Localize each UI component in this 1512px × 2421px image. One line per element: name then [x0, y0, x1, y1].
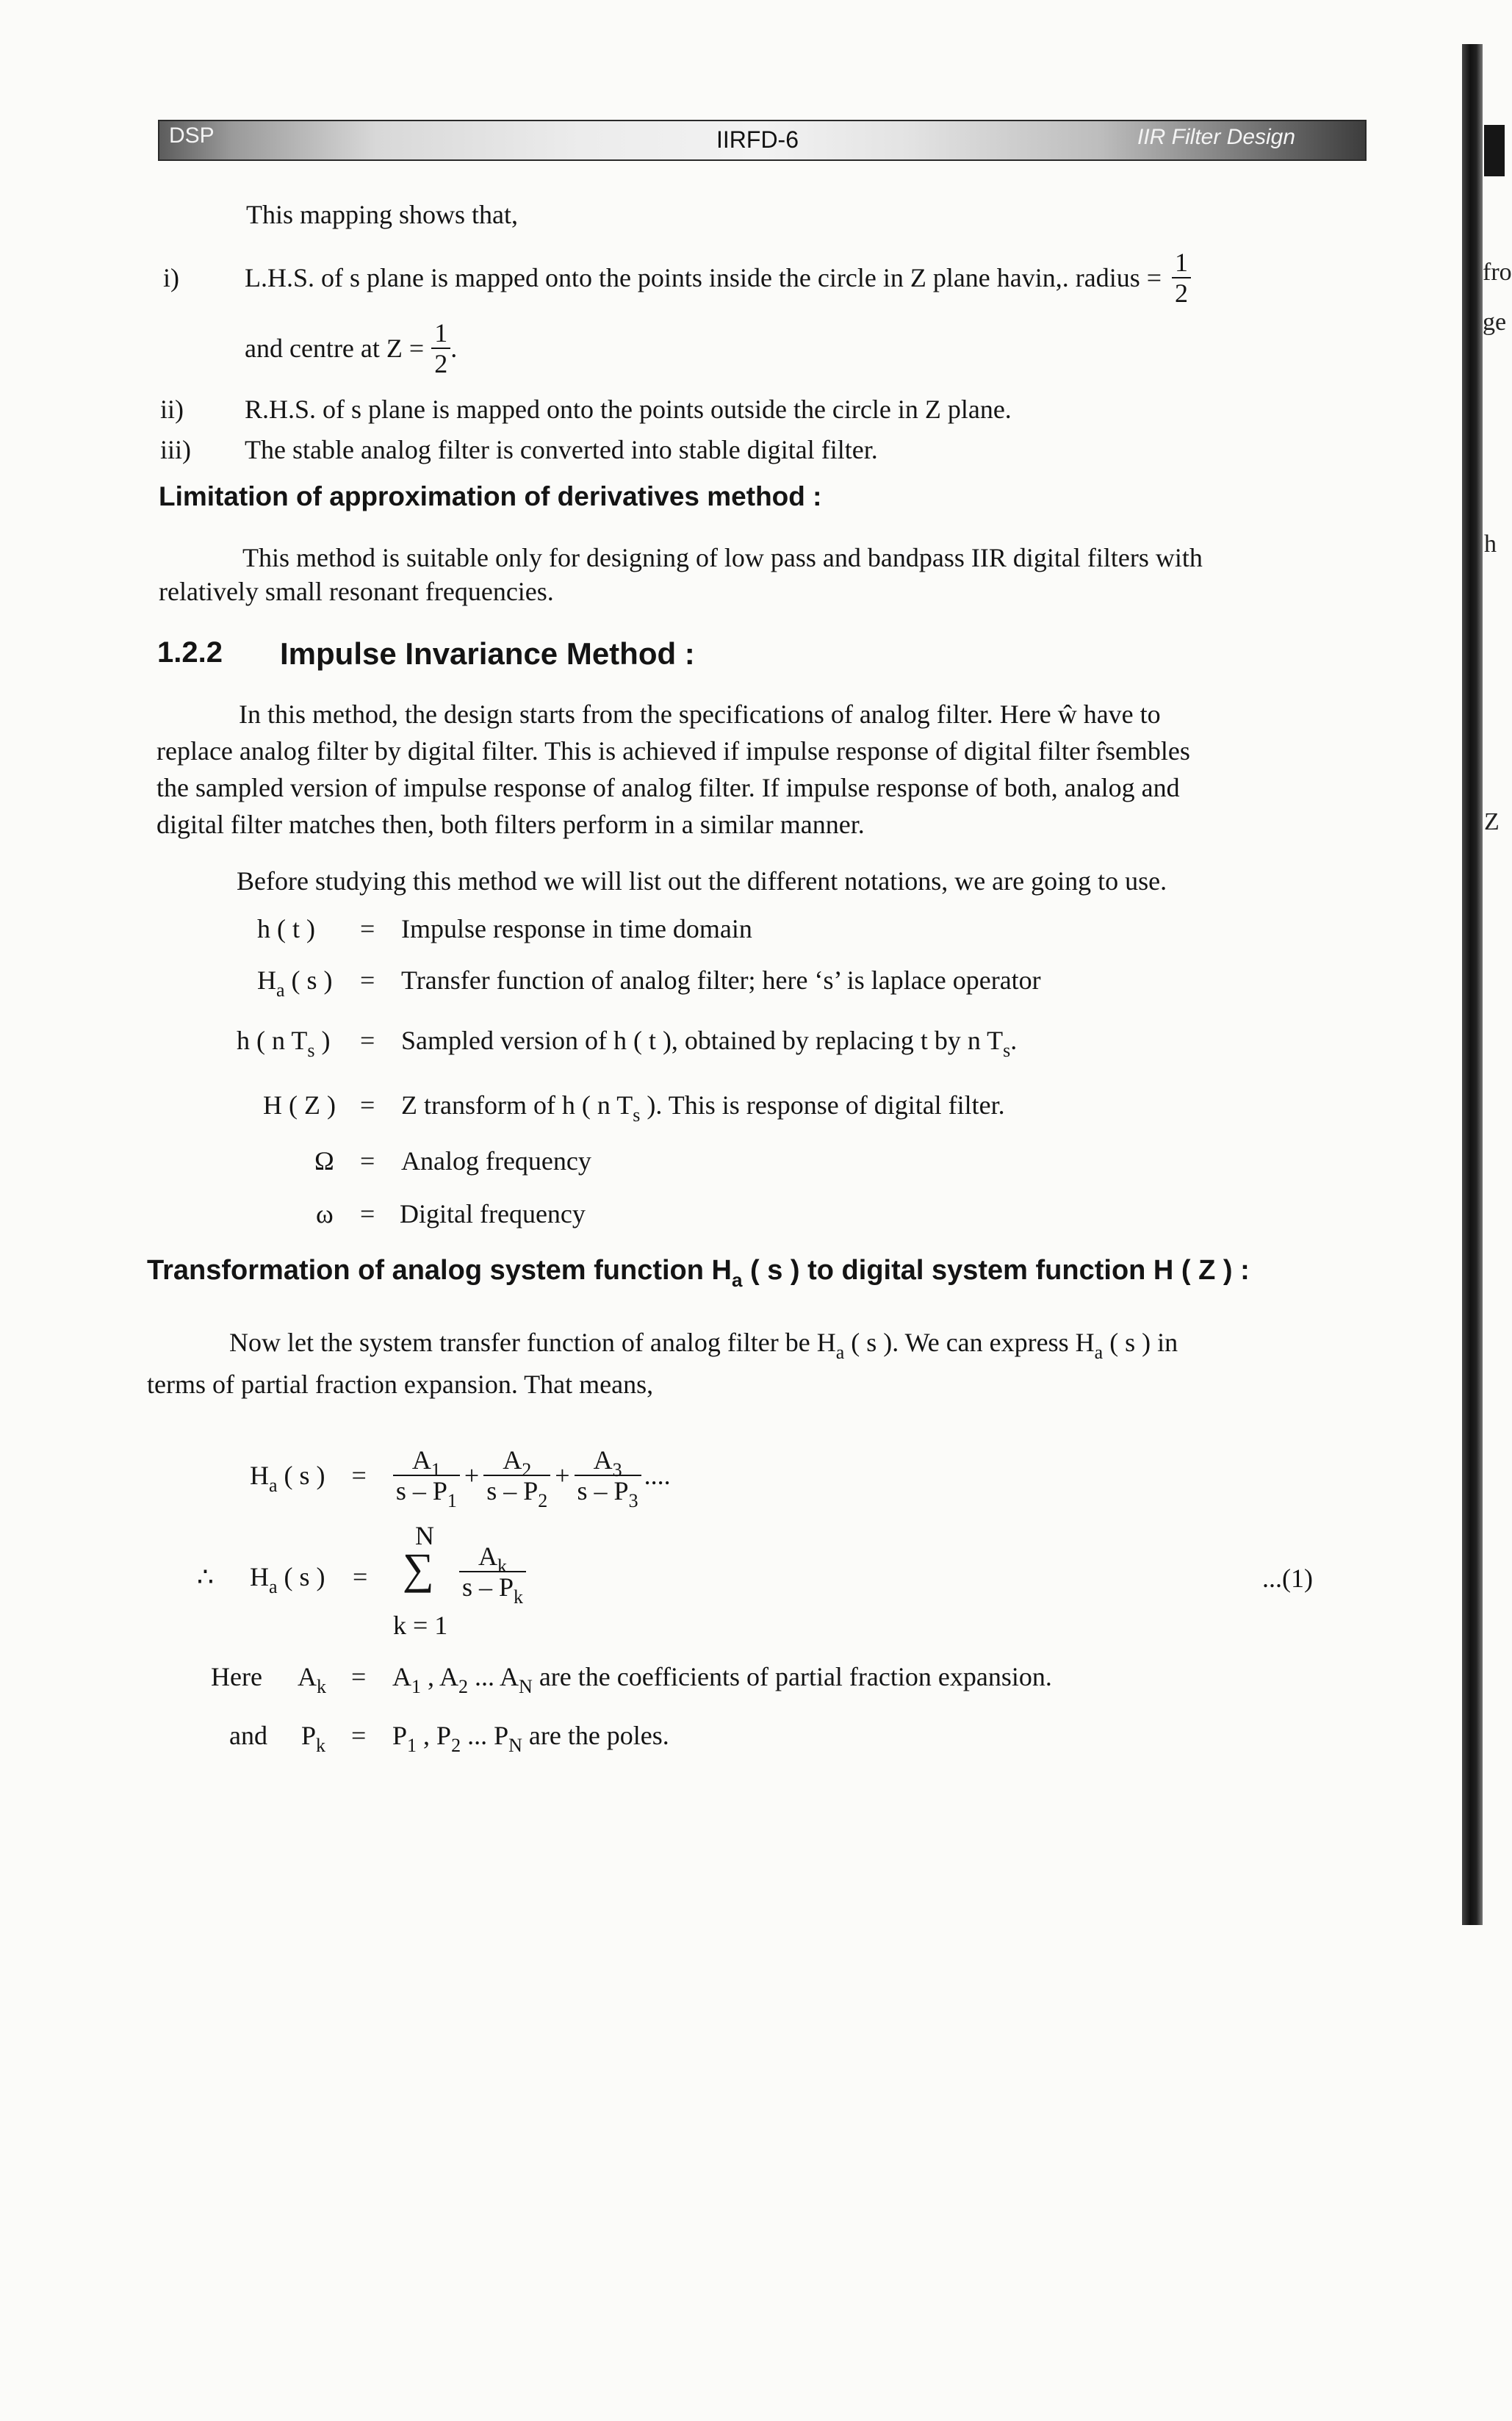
notation-equals: =	[360, 1026, 375, 1055]
paragraph-line: Now let the system transfer function of analog filter be $H_a$ ( s ). We can express $H_a$ ( s ) in	[229, 1328, 1178, 1363]
list-number: i)	[163, 263, 179, 292]
notation-symbol: H ( Z )	[263, 1090, 336, 1120]
sum-term-fraction: $\frac{A_k}{s - P_k}$	[459, 1542, 526, 1602]
paragraph-line: digital filter matches then, both filters perform in a similar manner.	[156, 810, 865, 839]
edge-fragment: h	[1484, 530, 1497, 558]
list-number: iii)	[160, 435, 191, 464]
paragraph-line: the sampled version of impulse response of analog filter. If impulse response of both, analog and	[156, 773, 1180, 802]
transformation-heading: Transformation of analog system function $H_a$ ( s ) to digital system function H ( Z ) :	[147, 1255, 1250, 1291]
notation-equals: =	[360, 1146, 375, 1176]
notation-intro: Before studying this method we will list out the different notations, we are going to use.	[237, 866, 1167, 896]
limitation-heading: Limitation of approximation of derivatives method :	[159, 481, 822, 511]
paragraph-line: terms of partial fraction expansion. That means,	[147, 1370, 654, 1399]
notation-symbol: $H_a$ ( s )	[257, 965, 333, 1001]
equation-number: ...(1)	[1262, 1564, 1313, 1593]
partial-fraction-equation: $H_a$ ( s ) = $\frac{A_1}{s - P_1}$ + $\frac{A_2}{s - P_2}$ + $\frac{A_3}{s - P_3}$ ....	[250, 1445, 671, 1511]
edge-fragment: fro	[1483, 259, 1512, 286]
notation-description: Digital frequency	[400, 1199, 586, 1229]
notation-description: Analog frequency	[401, 1146, 591, 1176]
definition-equals: =	[351, 1721, 367, 1750]
edge-fragment: Z	[1484, 808, 1500, 835]
paragraph-line: relatively small resonant frequencies.	[159, 577, 554, 606]
therefore-symbol: ∴	[197, 1562, 214, 1591]
fraction-half: $\frac{1}{2}$	[431, 318, 450, 378]
page-edge-tab	[1484, 125, 1505, 176]
list-item	[245, 242, 1191, 313]
notation-equals: =	[360, 914, 375, 943]
notation-equals: =	[360, 1199, 375, 1229]
list-item-continuation: and centre at Z = $\frac{1}{2}$ .	[245, 318, 458, 378]
fraction-term: $\frac{A_3}{s - P_3}$	[575, 1445, 641, 1506]
definition-equals: =	[351, 1662, 367, 1691]
page-edge	[1462, 44, 1483, 1925]
equation-equals: =	[353, 1562, 368, 1591]
definition-label: and	[229, 1721, 267, 1750]
definition-label: Here	[211, 1662, 262, 1691]
notation-description: Sampled version of h ( t ), obtained by replacing t by n $T_s$.	[401, 1026, 1018, 1061]
notation-symbol: Ω	[314, 1146, 334, 1176]
notation-symbol: ω	[316, 1199, 334, 1229]
notation-symbol: h ( n $T_s$ )	[237, 1026, 331, 1061]
list-item-text: L.H.S. of s plane is mapped onto the points inside the circle in Z plane havin,. radius =	[245, 263, 1162, 292]
header-page-code: IIRFD-6	[716, 126, 799, 153]
definition-symbol: $P_k$	[301, 1721, 326, 1756]
edge-fragment: ge	[1483, 309, 1507, 336]
sum-upper-limit: N	[415, 1521, 434, 1550]
definition-text: $P_1$ , $P_2$ ... $P_N$ are the poles.	[392, 1721, 669, 1756]
notation-equals: =	[360, 1090, 375, 1120]
notation-description: Z transform of h ( n $T_s$ ). This is response of digital filter.	[401, 1090, 1005, 1126]
section-number: 1.2.2	[157, 636, 223, 669]
notation-description: Transfer function of analog filter; here ‘s’ is laplace operator	[401, 965, 1041, 995]
definition-text: $A_1$ , $A_2$ ... $A_N$ are the coefficients of partial fraction expansion.	[392, 1662, 1052, 1697]
fraction-term: $\frac{A_1}{s - P_1}$	[393, 1445, 460, 1506]
sum-lower-limit: k = 1	[393, 1611, 448, 1640]
list-number: ii)	[160, 395, 184, 424]
equation-lhs: $H_a$ ( s )	[250, 1461, 325, 1496]
list-item-text: The stable analog filter is converted into stable digital filter.	[245, 435, 878, 464]
paragraph-line: This method is suitable only for designing of low pass and bandpass IIR digital filters with	[242, 543, 1203, 572]
equation-lhs: $H_a$ ( s )	[250, 1562, 325, 1597]
sum-symbol: ∑	[403, 1544, 434, 1593]
list-item-text: R.H.S. of s plane is mapped onto the points outside the circle in Z plane.	[245, 395, 1012, 424]
paragraph-line: In this method, the design starts from the specifications of analog filter. Here ŵ have to	[239, 699, 1161, 729]
notation-description: Impulse response in time domain	[401, 914, 752, 943]
fraction-term: $\frac{A_2}{s - P_2}$	[483, 1445, 550, 1506]
notation-equals: =	[360, 965, 375, 995]
header-left-label: DSP	[169, 123, 215, 148]
definition-symbol: $A_k$	[298, 1662, 326, 1697]
intro-text: This mapping shows that,	[246, 200, 518, 229]
notation-symbol: h ( t )	[257, 914, 315, 943]
header-right-label: IIR Filter Design	[1137, 125, 1296, 149]
fraction-half: $\frac{1}{2}$	[1172, 248, 1191, 308]
section-title: Impulse Invariance Method :	[280, 636, 695, 671]
paragraph-line: replace analog filter by digital filter. This is achieved if impulse response of digital filter r̂sembles	[156, 736, 1190, 766]
